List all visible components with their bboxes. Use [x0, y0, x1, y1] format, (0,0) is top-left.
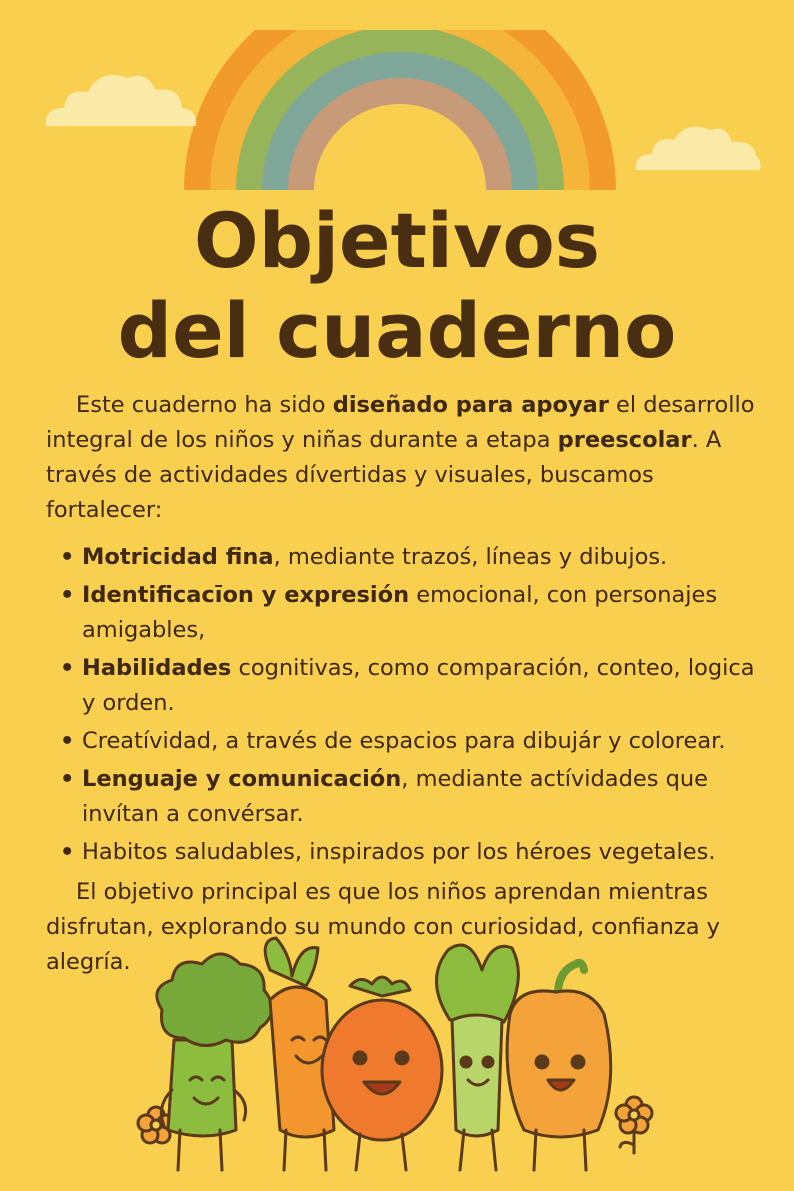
cloud-icon — [632, 120, 762, 176]
intro-text-2: el desarrollo integral de los niños y niñas durante a etapa — [46, 392, 755, 453]
cloud-icon — [40, 66, 200, 132]
vegetable-characters-illustration — [120, 930, 670, 1191]
page-title — [0, 196, 794, 376]
list-item-text: , mediante actívidades que invítan a convérsar. — [82, 766, 708, 827]
intro-text-3: . A través de actividades dívertidas y visuales, buscamos fortalecer: — [46, 427, 722, 523]
list-item-bold: Identificacīon y expresión — [82, 582, 410, 608]
intro-text-1: Este cuaderno ha sido — [76, 392, 333, 418]
list-item-text: Creatívidad, a través de espacios para dibujár y colorear. — [82, 728, 726, 754]
list-item — [46, 651, 766, 721]
closing-paragraph: El objetivo principal es que los niños aprendan mientras disfrutan, explorando su mundo con curiosidad, confianza y alegría. — [46, 879, 720, 975]
title-line-2: del cuaderno — [117, 286, 677, 375]
intro-paragraph — [46, 388, 766, 528]
list-item-text: Habitos saludables, inspirados por los héroes vegetales. — [82, 839, 716, 865]
bullet-icon: • — [60, 766, 75, 792]
list-item-bold: Habilidades — [82, 655, 232, 681]
list-item — [46, 835, 766, 870]
list-item — [46, 762, 766, 832]
list-item — [46, 724, 766, 759]
bullet-icon: • — [60, 544, 75, 570]
objectives-list — [46, 540, 766, 870]
flower-icon — [616, 1097, 652, 1153]
title-line-1: Objetivos — [194, 196, 600, 285]
list-item-bold: Motricidad fina — [82, 544, 274, 570]
broccoli-character — [157, 954, 272, 1170]
list-item — [46, 578, 766, 648]
bullet-icon: • — [60, 839, 75, 865]
list-item-text: , mediante trazoś, líneas y dibujos. — [273, 544, 668, 570]
list-item — [46, 540, 766, 575]
content-body — [46, 388, 766, 980]
bullet-icon: • — [60, 655, 75, 681]
rainbow-icon — [170, 30, 630, 200]
list-item-text: emocional, con personajes amigables, — [82, 582, 718, 643]
list-item-text: cognitivas, como comparación, conteo, logica y orden. — [82, 655, 755, 716]
intro-bold-2: preescolar — [557, 427, 692, 453]
intro-bold-1: diseñado para apoyar — [332, 392, 609, 418]
list-item-bold: Lenguaje y comunicación — [82, 766, 402, 792]
bullet-icon: • — [60, 582, 75, 608]
pepper-character — [507, 963, 611, 1170]
bullet-icon: • — [60, 728, 75, 754]
tomato-character — [322, 977, 442, 1170]
